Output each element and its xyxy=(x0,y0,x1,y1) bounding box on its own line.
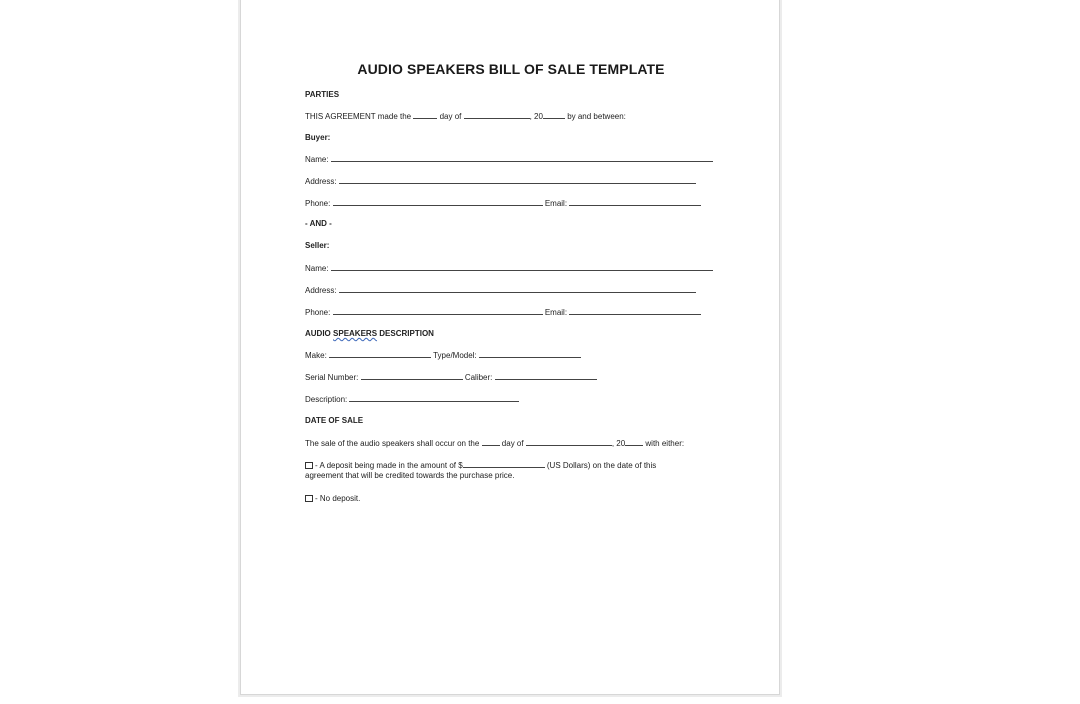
sale-year-blank[interactable] xyxy=(625,438,643,446)
sale-day-of: day of xyxy=(501,439,524,448)
description-field[interactable] xyxy=(349,394,519,402)
buyer-address-line xyxy=(305,176,696,187)
caliber-field[interactable] xyxy=(495,372,597,380)
make-model-line xyxy=(305,350,581,361)
parties-heading: PARTIES xyxy=(305,90,340,99)
no-deposit-label: - No deposit. xyxy=(315,494,361,503)
buyer-email-label: Email: xyxy=(544,199,568,208)
sale-month-blank[interactable] xyxy=(526,438,612,446)
buyer-email-field[interactable] xyxy=(569,198,701,206)
buyer-heading: Buyer: xyxy=(305,133,331,142)
deposit-option-line xyxy=(305,460,656,471)
serial-label: Serial Number: xyxy=(305,373,359,382)
sale-year-prefix: , 20 xyxy=(611,439,626,448)
agreement-day-of: day of xyxy=(439,112,462,121)
seller-email-label: Email: xyxy=(544,308,568,317)
buyer-name-label: Name: xyxy=(305,155,329,164)
and-separator: - AND - xyxy=(305,219,332,228)
description-label: Description: xyxy=(305,395,348,404)
deposit-option-prefix: - A deposit being made in the amount of $ xyxy=(315,461,463,470)
buyer-name-line xyxy=(305,154,713,165)
deposit-checkbox[interactable] xyxy=(305,462,313,469)
no-deposit-option-line xyxy=(305,494,360,504)
agreement-year-prefix: , 20 xyxy=(529,112,543,121)
deposit-option-suffix: (US Dollars) on the date of this xyxy=(546,461,657,470)
buyer-name-field[interactable] xyxy=(331,154,713,162)
agreement-suffix: by and between: xyxy=(567,112,626,121)
seller-name-label: Name: xyxy=(305,264,329,273)
agreement-line xyxy=(305,111,626,122)
seller-address-field[interactable] xyxy=(339,285,696,293)
document-title: AUDIO SPEAKERS BILL OF SALE TEMPLATE xyxy=(357,61,665,77)
description-line xyxy=(305,394,519,405)
agreement-prefix: THIS AGREEMENT made the xyxy=(305,112,412,121)
caliber-label: Caliber: xyxy=(464,373,493,382)
description-heading-suffix: DESCRIPTION xyxy=(379,329,434,338)
buyer-phone-line xyxy=(305,198,701,209)
seller-heading: Seller: xyxy=(305,241,330,250)
seller-address-line xyxy=(305,285,696,296)
seller-phone-field[interactable] xyxy=(333,307,543,315)
type-model-label: Type/Model: xyxy=(433,351,477,360)
agreement-month-blank[interactable] xyxy=(464,111,530,119)
no-deposit-checkbox[interactable] xyxy=(305,495,313,502)
deposit-amount-field[interactable] xyxy=(463,460,545,468)
agreement-day-blank[interactable] xyxy=(413,111,437,119)
sale-date-line xyxy=(305,438,684,449)
type-model-field[interactable] xyxy=(479,350,581,358)
seller-name-line xyxy=(305,263,713,274)
make-field[interactable] xyxy=(329,350,431,358)
serial-field[interactable] xyxy=(361,372,463,380)
buyer-phone-field[interactable] xyxy=(333,198,543,206)
sale-date-prefix: The sale of the audio speakers shall occur on the xyxy=(305,439,480,448)
seller-phone-label: Phone: xyxy=(305,308,331,317)
seller-phone-line xyxy=(305,307,701,318)
make-label: Make: xyxy=(305,351,327,360)
description-heading xyxy=(305,329,434,339)
seller-name-field[interactable] xyxy=(331,263,713,271)
sale-date-suffix: with either: xyxy=(645,439,685,448)
agreement-year-blank[interactable] xyxy=(543,111,565,119)
date-of-sale-heading: DATE OF SALE xyxy=(305,416,364,425)
document-page xyxy=(240,0,780,695)
buyer-address-field[interactable] xyxy=(339,176,696,184)
serial-caliber-line xyxy=(305,372,597,383)
deposit-option-line2: agreement that will be credited towards the purchase price. xyxy=(305,471,515,480)
buyer-address-label: Address: xyxy=(305,177,337,186)
description-heading-spellcheck: SPEAKERS xyxy=(333,329,378,338)
description-heading-prefix: AUDIO xyxy=(305,329,331,338)
buyer-phone-label: Phone: xyxy=(305,199,331,208)
seller-email-field[interactable] xyxy=(569,307,701,315)
sale-day-blank[interactable] xyxy=(482,438,500,446)
seller-address-label: Address: xyxy=(305,286,337,295)
